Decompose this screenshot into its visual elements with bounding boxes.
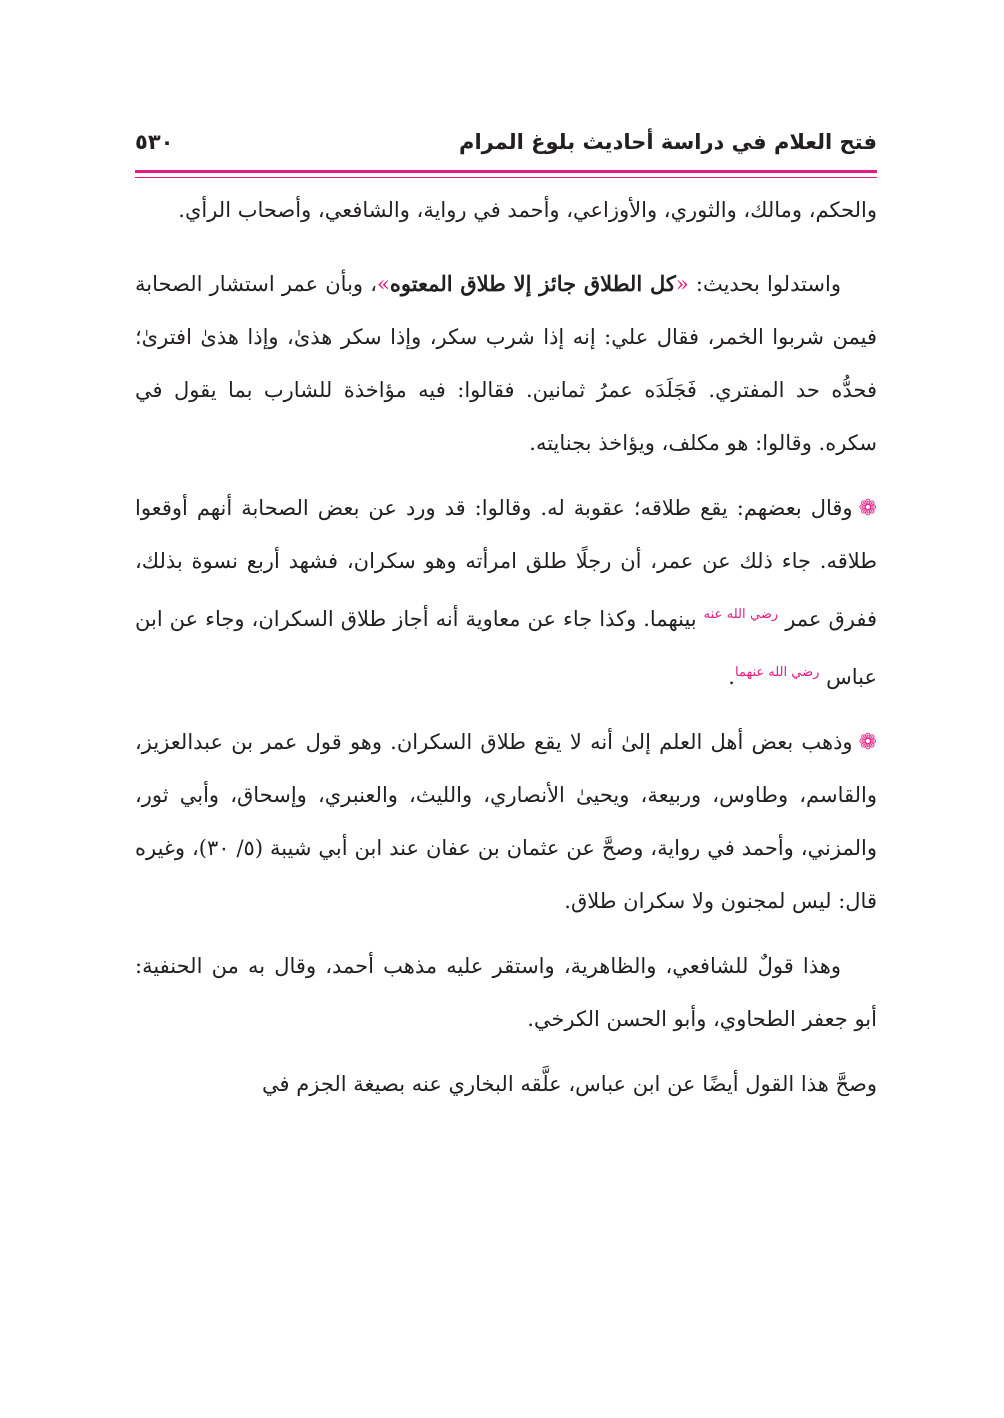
- body-text: [135, 184, 877, 1123]
- hadith-quote: كل الطلاق جائز إلا طلاق المعتوه: [389, 271, 676, 296]
- paragraph-2-lead: واستدلوا بحديث:: [688, 272, 842, 296]
- paragraph-1-text: والحكم، ومالك، والثوري، والأوزاعي، وأحمد في رواية، والشافعي، وأصحاب الرأي.: [178, 198, 877, 222]
- paragraph-3-text-c: .: [728, 665, 735, 689]
- quote-open-mark: «: [675, 272, 689, 296]
- paragraph-6: [135, 1058, 877, 1111]
- paragraph-4: [135, 716, 877, 928]
- paragraph-2: [135, 257, 877, 470]
- paragraph-3: [135, 482, 877, 704]
- honorific-glyph-a: رضي الله عنه: [703, 607, 779, 622]
- header-rule-thin: [135, 177, 877, 178]
- quote-close-mark: »: [377, 272, 390, 296]
- paragraph-6-text: وصحَّ هذا القول أيضًا عن ابن عباس، علَّقه البخاري عنه بصيغة الجزم في: [262, 1072, 877, 1096]
- paragraph-3-text-a: وقال بعضهم: يقع طلاقه؛ عقوبة له. وقالوا: قد ورد عن بعض الصحابة أنهم أوقعوا طلاقه. جاء ذلك عن عمر، أن رجلًا طلق امرأته وهو سكران، فشهد أربع نسوة بذلك، ففرق عمر: [135, 496, 877, 631]
- paragraph-5: [135, 940, 877, 1046]
- running-header: [135, 128, 877, 168]
- paragraph-5-text: وهذا قولٌ للشافعي، والظاهرية، واستقر عليه مذهب أحمد، وقال به من الحنفية: أبو جعفر الطحاوي، وأبو الحسن الكرخي.: [135, 954, 877, 1031]
- honorific-glyph-b: رضي الله عنهما: [734, 665, 820, 680]
- paragraph-3-text-b: بينهما. وكذا جاء عن معاوية أنه أجاز طلاق السكران، وجاء عن ابن عباس: [135, 607, 877, 689]
- book-title: فتح العلام في دراسة أحاديث بلوغ المرام: [459, 130, 877, 154]
- flower-ornament-icon: ❁: [858, 730, 877, 755]
- flower-ornament-icon: ❁: [858, 496, 877, 521]
- paragraph-4-text: وذهب بعض أهل العلم إلىٰ أنه لا يقع طلاق السكران. وهو قول عمر بن عبدالعزيز، والقاسم، وطاوس، وربيعة، ويحيىٰ الأنصاري، والليث، والعنبري، وإسحاق، وأبي ثور، والمزني، وأحمد في رواية، وصحَّ عن عثمان بن عفان عند ابن أبي شيبة (٥/ ٣٠)، وغيره قال: ليس لمجنون ولا سكران طلاق.: [135, 730, 877, 913]
- paragraph-1: [135, 184, 877, 237]
- page-number: ٥٣٠: [135, 130, 174, 154]
- paragraph-2-rest: ، وبأن عمر استشار الصحابة فيمن شربوا الخمر، فقال علي: إنه إذا شرب سكر، وإذا سكر هذىٰ، وإذا هذىٰ افترىٰ؛ فحدُّه حد المفتري. فَجَلَدَه عمرُ ثمانين. فقالوا: فيه مؤاخذة للشارب بما يقول في سكره. وقالوا: هو مكلف، ويؤاخذ بجنايته.: [135, 272, 877, 455]
- header-rule-thick: [135, 170, 877, 173]
